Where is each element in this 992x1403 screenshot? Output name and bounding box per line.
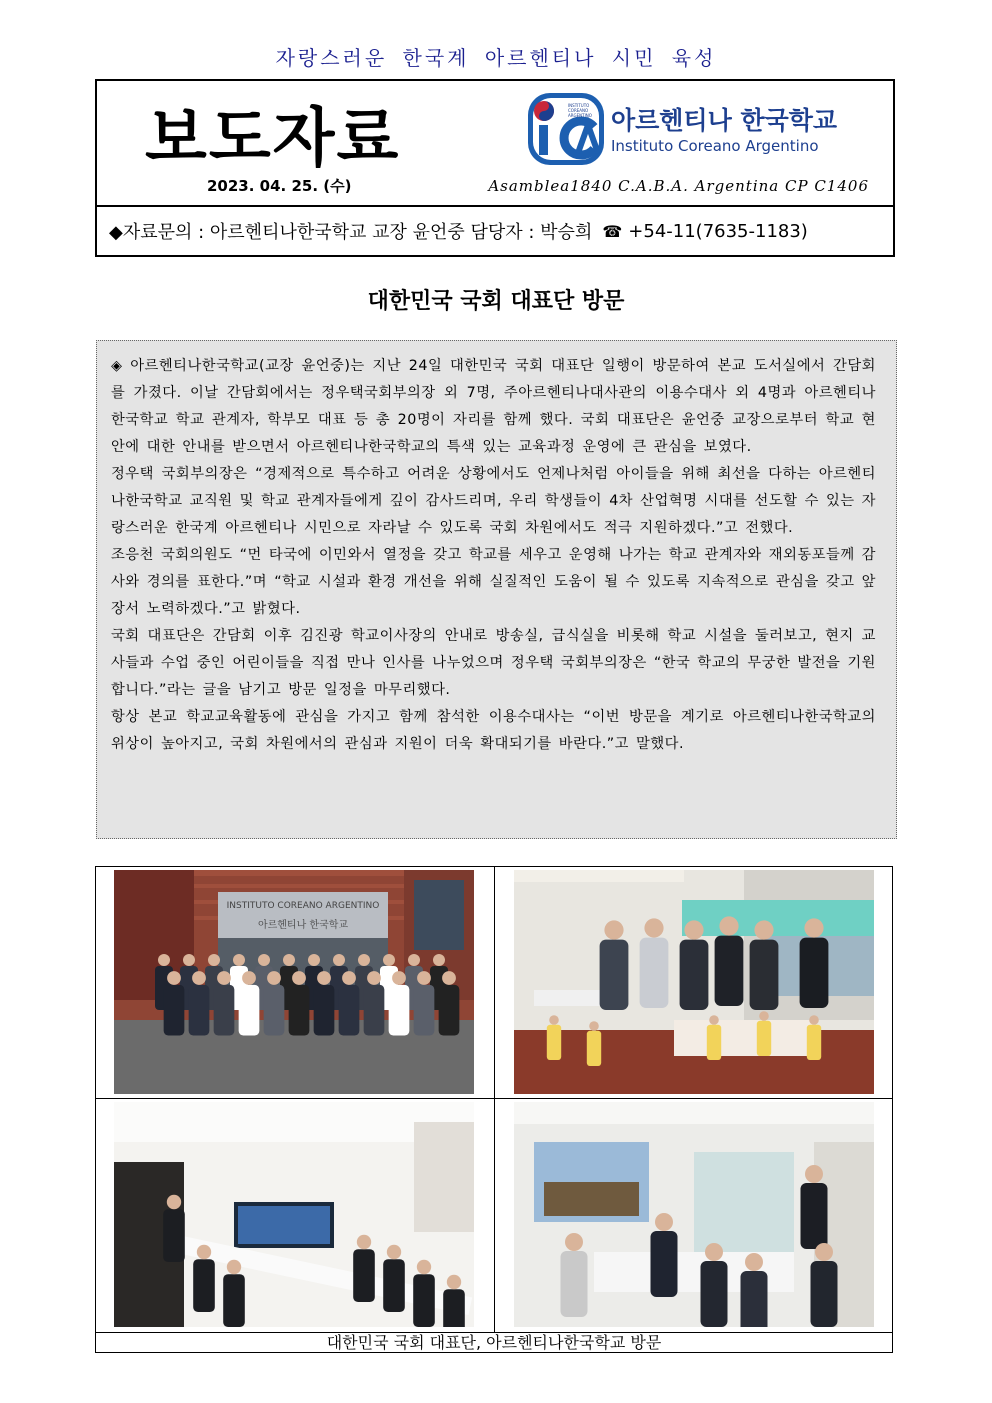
logo-text-3: ARGENTINO xyxy=(568,113,592,118)
logo-text-2: COREANO xyxy=(568,108,589,113)
photo-library-meeting xyxy=(114,1102,474,1327)
photo-broadcasting-room xyxy=(514,1102,874,1327)
contact-info xyxy=(97,205,893,255)
body-paragraph-5: 항상 본교 학교교육활동에 관심을 가지고 함께 참석한 이용수대사는 “이번 방문을 계기로 아르헨티나한국학교의 위상이 높아지고, 국회 차원에서의 관심과 지원이 더욱 확대되기를 바란다.”고 말했다. xyxy=(111,709,876,752)
grid-divider-vertical xyxy=(494,867,495,1332)
photo-caption: 대한민국 국회 대표단, 아르헨티나한국학교 방문 xyxy=(326,1333,662,1352)
body-paragraph-1: ◈ 아르헨티나한국학교(교장 윤언중)는 지난 24일 대한민국 국회 대표단 일행이 방문하여 본교 도서실에서 간담회를 가졌다. 이날 간담회에서는 정우택국회부의장 외 7명, 주아르헨티나대사관의 이용수대사 외 4명과 아르헨티나한국학교 학교 관계자, 학부모 대표 등 총 20명이 자리를 함께 했다. 국회 대표단은 윤언중 교장으로부터 학교 현안에 대한 안내를 받으면서 아르헨티나한국학교의 특색 있는 교육과정 운영에 큰 관심을 보였다. xyxy=(111,358,876,455)
logo-text-1: INSTITUTO xyxy=(568,103,590,108)
school-name-korean: 아르헨티나 한국학교 xyxy=(611,106,838,135)
grid-divider-horizontal xyxy=(96,1098,892,1099)
press-release-header xyxy=(95,79,895,257)
sign-text-korean: 아르헨티나 한국학교 xyxy=(257,920,349,931)
page-title: 보도자료 xyxy=(145,102,401,176)
contact-text: ◆자료문의 : 아르헨티나한국학교 교장 윤언중 담당자 : 박승희 xyxy=(109,222,593,243)
photo-classroom-visit xyxy=(514,870,874,1094)
school-logo-icon xyxy=(522,89,612,169)
release-date: 2023. 04. 25. (수) xyxy=(207,177,352,195)
photo-group-at-school-entrance xyxy=(114,870,474,1094)
slogan: 자랑스러운 한국계 아르헨티나 시민 육성 xyxy=(275,46,717,70)
article-body xyxy=(96,340,897,839)
header-top xyxy=(97,81,893,205)
body-paragraph-4: 국회 대표단은 간담회 이후 김진광 학교이사장의 안내로 방송실, 급식실을 비롯해 학교 시설을 둘러보고, 현지 교사들과 수업 중인 어린이들을 직접 만나 인사를 나누었으며 정우택 국회부의장은 “한국 학교의 무궁한 발전을 기원합니다.”라는 글을 남기고 방문 일정을 마무리했다. xyxy=(111,628,876,698)
body-paragraph-2: 정우택 국회부의장은 “경제적으로 특수하고 어려운 상황에서도 언제나처럼 아이들을 위해 최선을 다하는 아르헨티나한국학교 교직원 및 학교 관계자들에게 깊이 감사드리며, 우리 학생들이 4차 산업혁명 시대를 선도할 수 있는 자랑스러운 한국계 아르헨티나 시민으로 자라날 수 있도록 국회 차원에서도 적극 지원하겠다.”고 전했다. xyxy=(111,466,876,536)
school-name-spanish: Instituto Coreano Argentino xyxy=(611,137,819,155)
telephone-icon: ☎ xyxy=(602,221,623,241)
sign-text-spanish: INSTITUTO COREANO ARGENTINO xyxy=(226,901,380,911)
phone-number: +54-11(7635-1183) xyxy=(628,220,808,242)
body-paragraph-3: 조응천 국회의원도 “먼 타국에 이민와서 열정을 갖고 학교를 세우고 운영해 나가는 학교 관계자와 재외동포들께 감사와 경의를 표한다.”며 “학교 시설과 환경 개선을 위해 실질적인 도움이 될 수 있도록 지속적으로 관심을 갖고 앞장서 노력하겠다.”고 밝혔다. xyxy=(111,547,876,617)
article-headline: 대한민국 국회 대표단 방문 xyxy=(367,289,625,314)
photo-grid xyxy=(95,866,893,1353)
school-address: Asamblea1840 C.A.B.A. Argentina CP C1406 xyxy=(488,177,869,195)
